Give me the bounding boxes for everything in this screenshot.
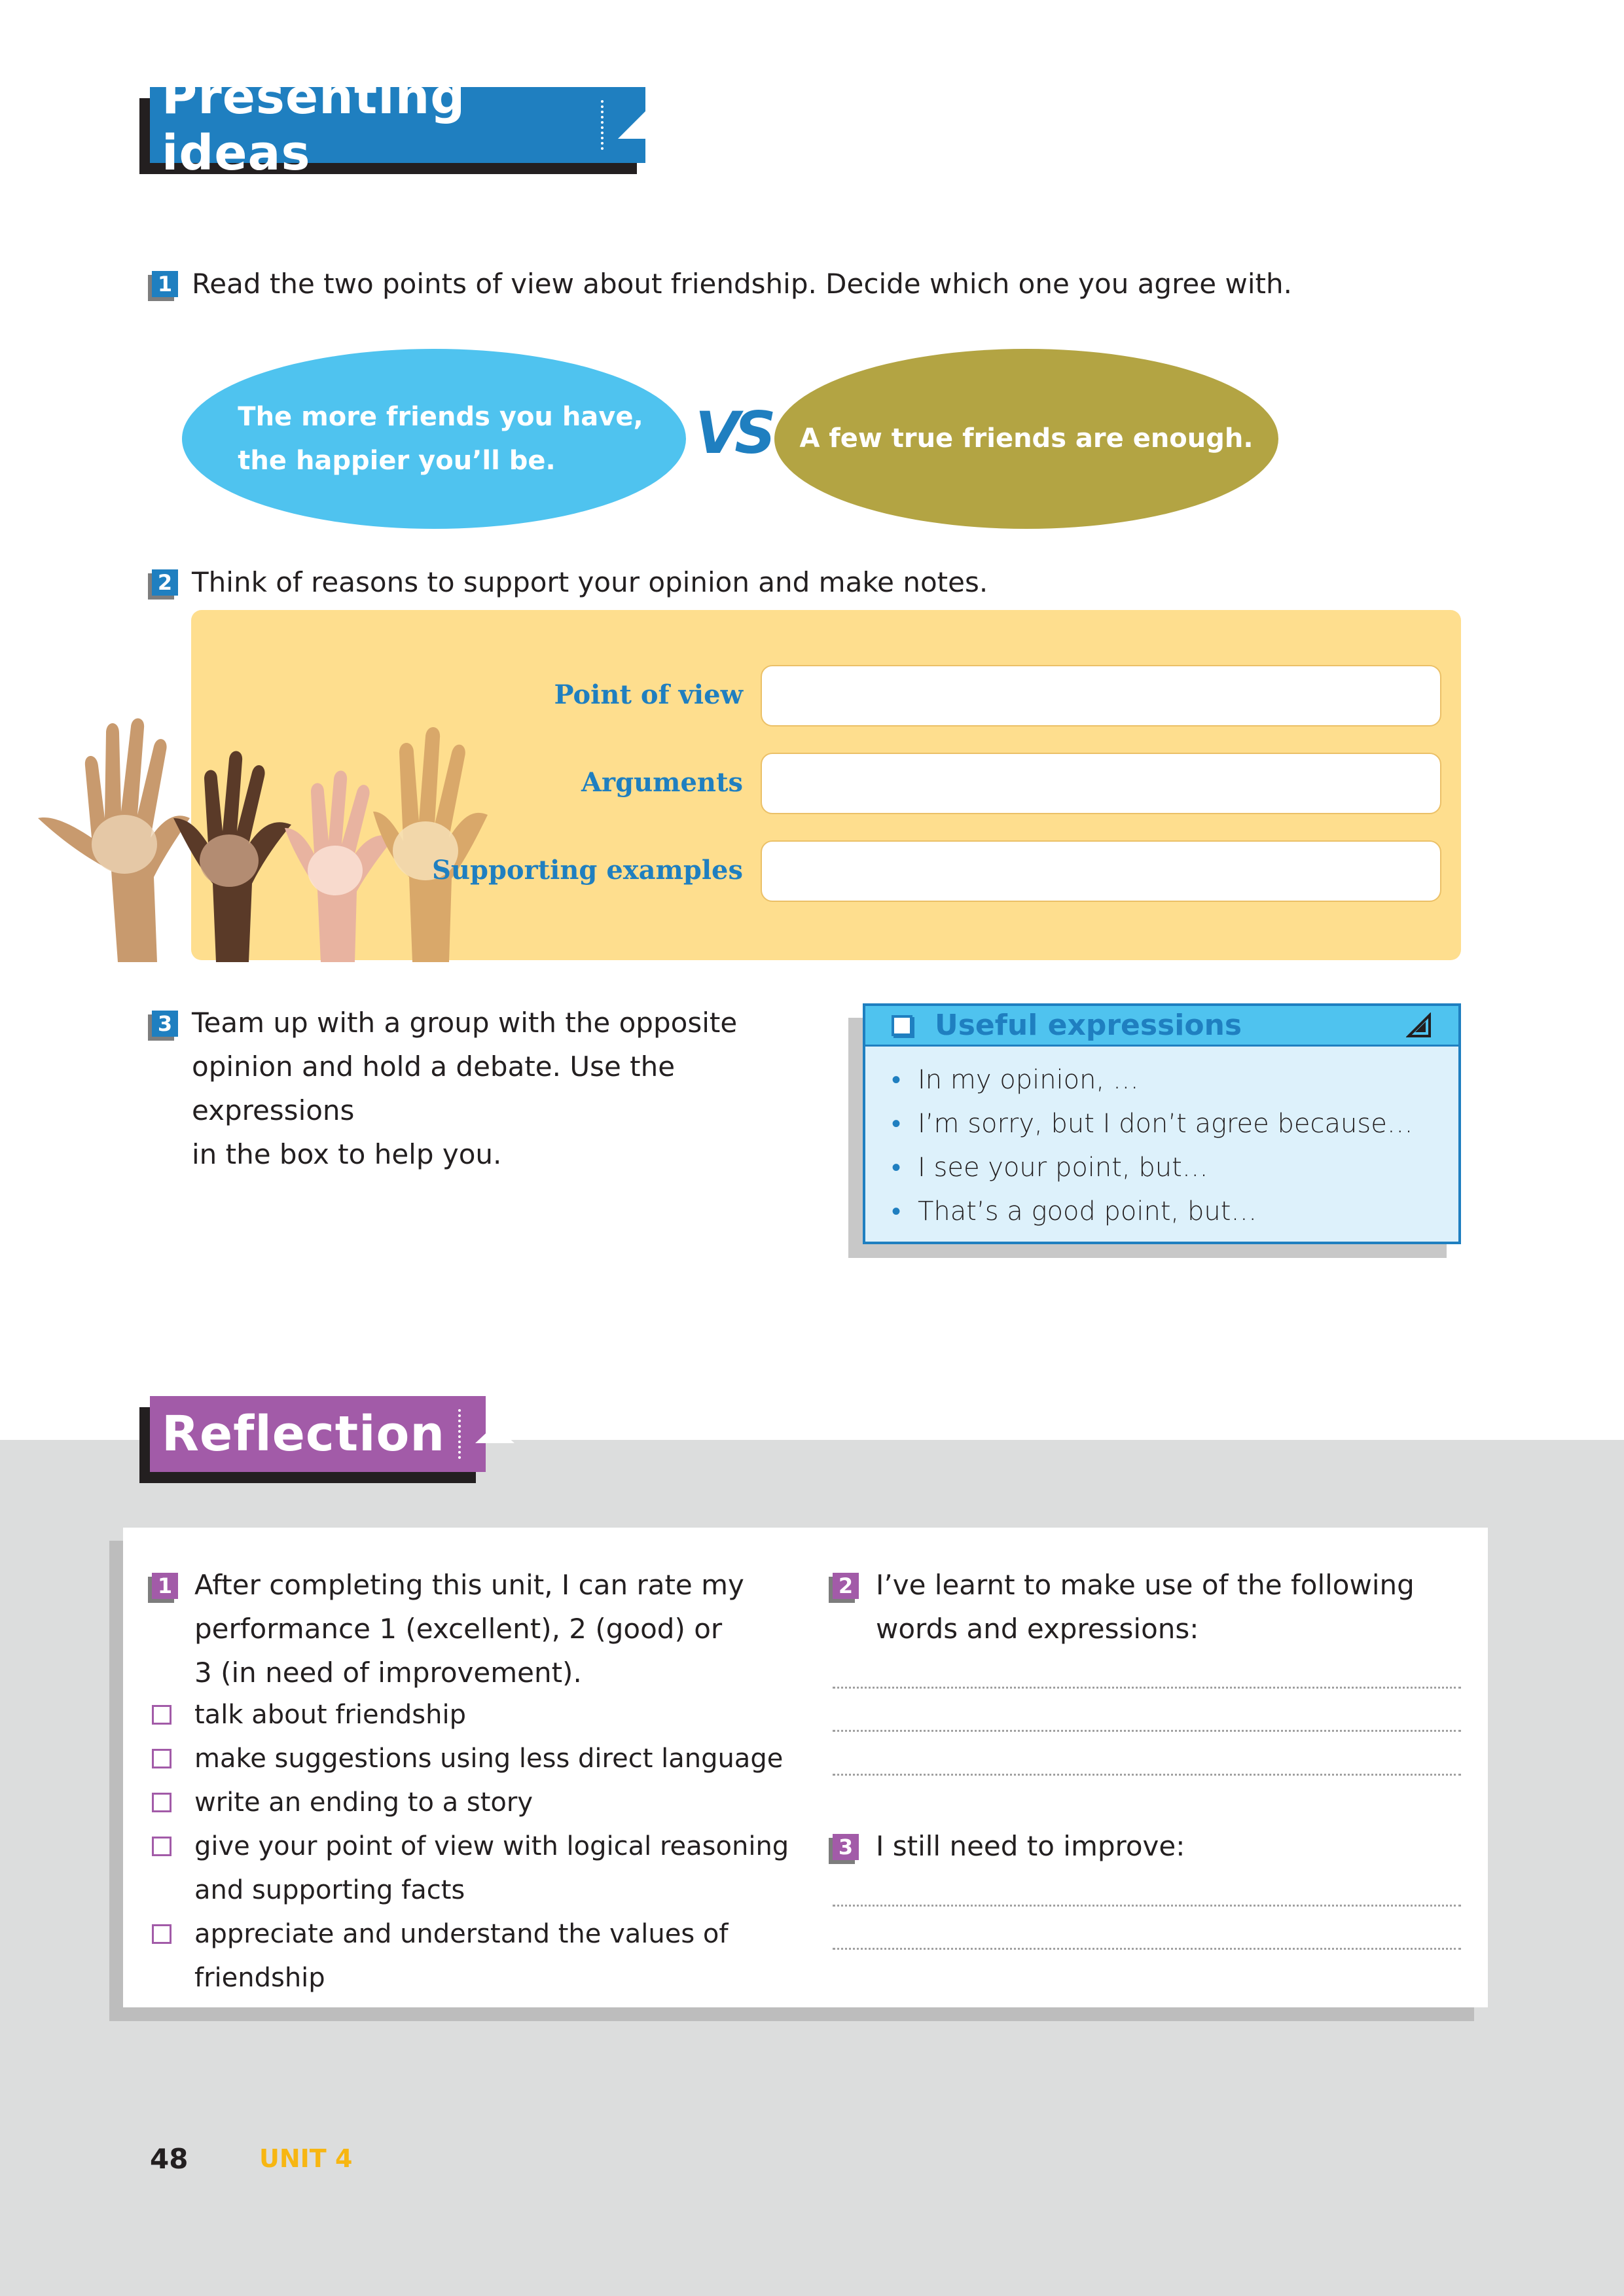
answer-line[interactable] (833, 1730, 1461, 1732)
task-1-instruction: Read the two points of view about friendship. Decide which one you agree with. (192, 268, 1292, 300)
useful-expressions-title: Useful expressions (935, 1009, 1242, 1042)
checklist-item-line-1: give your point of view with logical reasoning (194, 1831, 789, 1861)
field-label-point-of-view: Point of view (554, 679, 743, 710)
hand-dark (173, 751, 291, 962)
reflection-task-1-line-3: 3 (in need of improvement). (194, 1657, 582, 1689)
self-rating-checkbox[interactable] (152, 1793, 171, 1812)
opinion-a-line-2: the happier you’ll be. (238, 445, 556, 476)
useful-expressions-box (863, 1003, 1461, 1244)
field-label-arguments: Arguments (581, 767, 743, 798)
task-3-line-3: in the box to help you. (192, 1138, 502, 1170)
task-3-badge: 3 (152, 1011, 178, 1037)
expression-item: • I’m sorry, but I don’t agree because… (918, 1102, 1458, 1146)
supporting-examples-input[interactable] (761, 840, 1441, 902)
reflection-task-2-line-1: I’ve learnt to make use of the following (876, 1569, 1415, 1601)
corner-triangle-icon (1406, 1013, 1432, 1039)
checklist-item-text (194, 1825, 789, 1912)
self-rating-checkbox[interactable] (152, 1924, 171, 1944)
field-label-supporting-examples: Supporting examples (432, 855, 743, 886)
self-rating-checkbox[interactable] (152, 1749, 171, 1768)
checkbox-square-icon (892, 1015, 912, 1036)
self-rating-checkbox[interactable] (152, 1837, 171, 1856)
opinion-a-line-1: The more friends you have, (238, 401, 643, 432)
reflection-task-3-badge: 3 (833, 1834, 859, 1860)
reflection-task-3-instruction: I still need to improve: (876, 1830, 1185, 1862)
versus-label: VS (695, 399, 771, 467)
hand-right (373, 727, 488, 962)
opinion-oval-many-friends (182, 349, 686, 529)
answer-line[interactable] (833, 1687, 1461, 1689)
presenting-ideas-header (150, 69, 645, 181)
answer-line[interactable] (833, 1905, 1461, 1907)
answer-line[interactable] (833, 1948, 1461, 1950)
opinion-oval-few-friends (774, 349, 1278, 529)
checklist-item-line-2: friendship (194, 1963, 325, 1993)
checklist-item-text (194, 1912, 728, 2000)
corner-triangle-icon (618, 111, 645, 139)
useful-expressions-header (865, 1006, 1458, 1047)
reflection-task-2-badge: 2 (833, 1573, 859, 1599)
reflection-task-2-instruction (876, 1563, 1465, 1651)
presenting-ideas-title: Presenting ideas (162, 69, 466, 181)
task-2-badge: 2 (152, 569, 178, 596)
checklist-item-text: talk about friendship (194, 1700, 466, 1730)
task-3-line-1: Team up with a group with the opposite (192, 1007, 738, 1039)
hand-left (38, 718, 190, 962)
unit-label: UNIT 4 (259, 2144, 353, 2173)
opinion-b-text: A few true friends are enough. (799, 423, 1254, 454)
raised-hands-illustration (33, 707, 491, 962)
reflection-task-1-line-2: performance 1 (excellent), 2 (good) or (194, 1613, 723, 1645)
self-rating-checkbox[interactable] (152, 1705, 171, 1725)
reflection-header (150, 1396, 486, 1472)
checklist-item-line-1: appreciate and understand the values of (194, 1919, 729, 1949)
useful-expressions-list (865, 1058, 1458, 1234)
expression-item: • That’s a good point, but… (918, 1190, 1458, 1234)
point-of-view-input[interactable] (761, 665, 1441, 726)
header-divider (601, 100, 604, 150)
header-divider (458, 1409, 461, 1459)
reflection-task-1-line-1: After completing this unit, I can rate my (194, 1569, 744, 1601)
arguments-input[interactable] (761, 753, 1441, 814)
checklist-item-text: write an ending to a story (194, 1787, 533, 1818)
task-2-instruction: Think of reasons to support your opinion and make notes. (192, 566, 988, 598)
answer-line[interactable] (833, 1774, 1461, 1776)
expression-item: • In my opinion, … (918, 1058, 1458, 1102)
reflection-title: Reflection (162, 1406, 446, 1462)
reflection-task-2-line-2: words and expressions: (876, 1613, 1199, 1645)
task-1-badge: 1 (152, 271, 178, 297)
triangle-up-icon (475, 1425, 514, 1443)
expression-item: • I see your point, but… (918, 1146, 1458, 1190)
reflection-task-1-badge: 1 (152, 1573, 178, 1599)
checklist-item-line-2: and supporting facts (194, 1875, 465, 1905)
task-3-instruction (192, 1001, 840, 1176)
checklist-item-text: make suggestions using less direct language (194, 1744, 784, 1774)
task-3-line-2: opinion and hold a debate. Use the expressions (192, 1050, 676, 1126)
reflection-task-1-instruction (194, 1563, 816, 1695)
page-number: 48 (150, 2143, 189, 2175)
